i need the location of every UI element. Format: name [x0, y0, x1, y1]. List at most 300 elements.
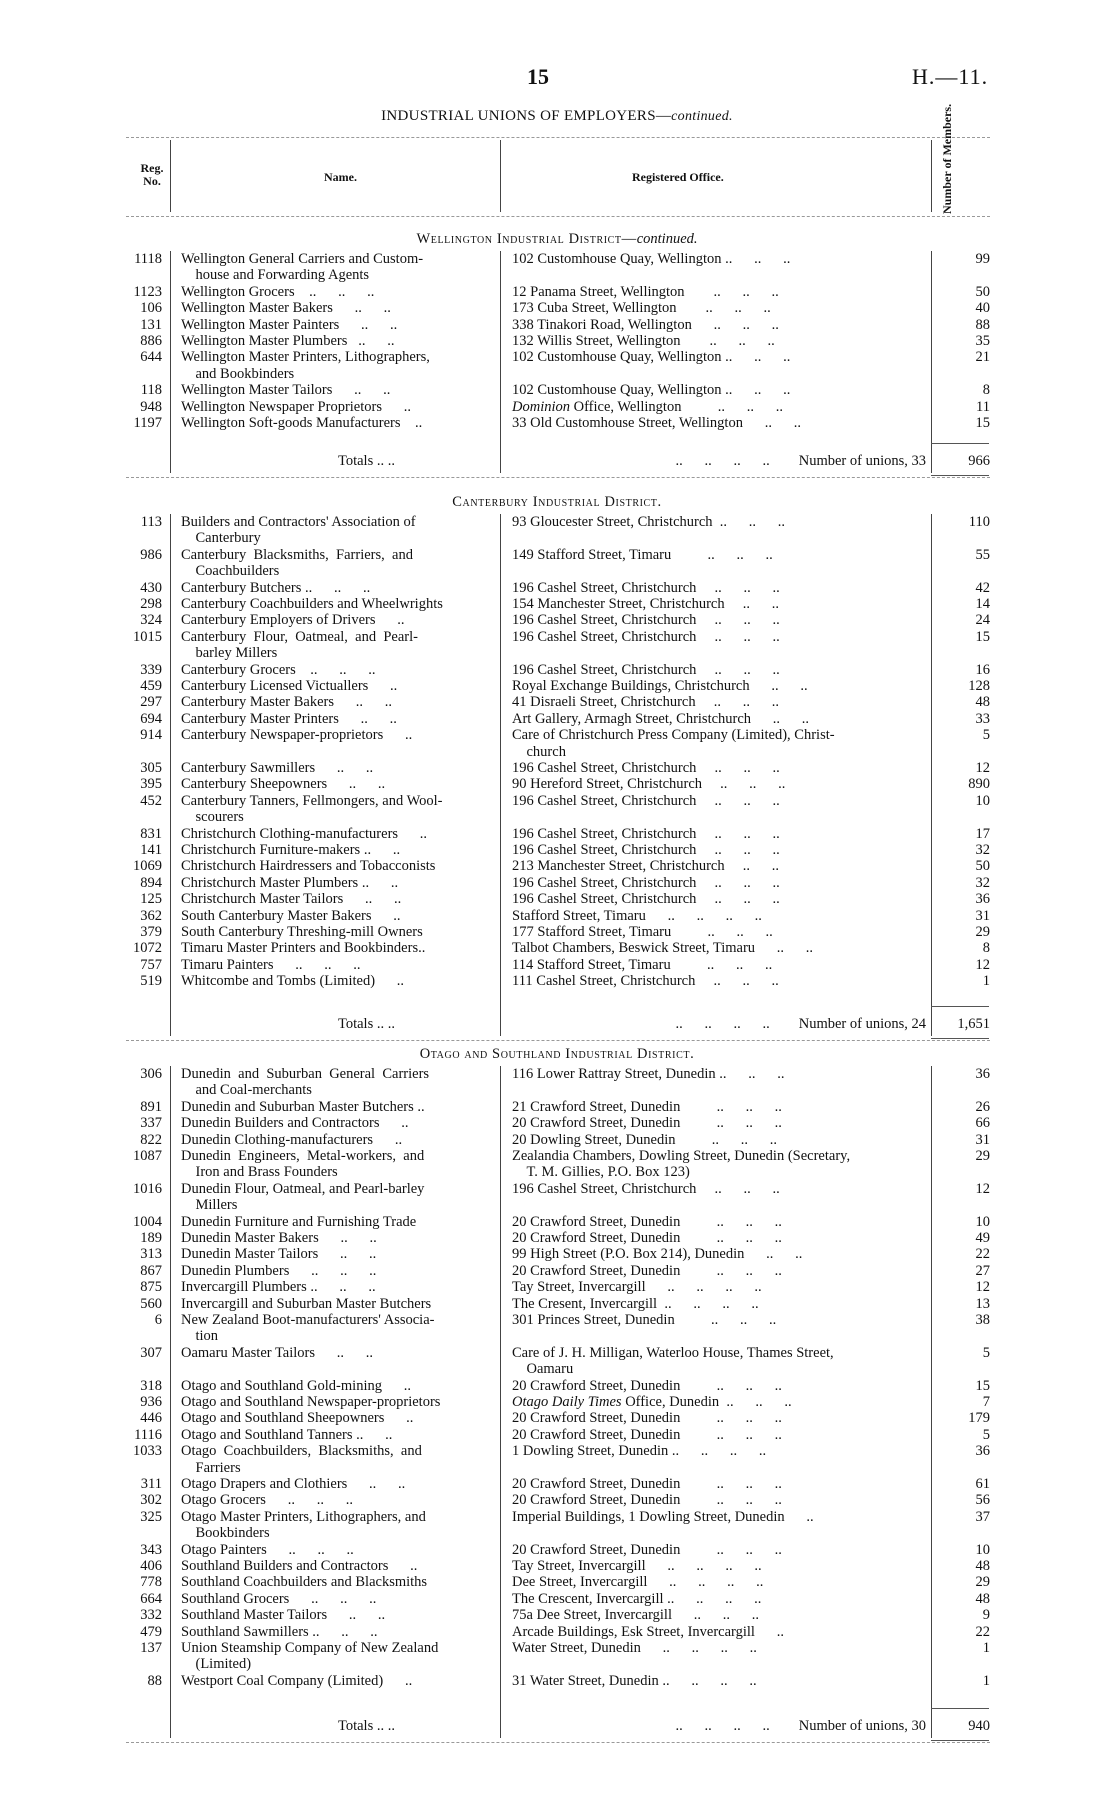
member-count: 10 — [975, 1541, 990, 1558]
registered-office: 111 Cashel Street, Christchurch .. .. .. — [512, 973, 779, 990]
registered-office: 196 Cashel Street, Christchurch .. .. .. — [512, 792, 780, 809]
reg-number: 406 — [140, 1558, 162, 1574]
totals-label: Totals .. .. — [338, 453, 395, 469]
member-count: 56 — [975, 1492, 990, 1509]
member-count: 88 — [975, 316, 990, 333]
reg-number: 318 — [140, 1377, 162, 1394]
table-row — [0, 858, 1114, 874]
registered-office: 90 Hereford Street, Christchurch .. .. .. — [512, 776, 786, 793]
reg-number: 948 — [140, 398, 162, 415]
member-count: 24 — [975, 612, 990, 629]
registered-office: 12 Panama Street, Wellington .. .. .. — [512, 283, 779, 300]
reg-number: 1016 — [133, 1180, 162, 1197]
reg-number: 1072 — [133, 940, 162, 957]
total-underline — [931, 1740, 989, 1741]
section-heading-text: Wellington Industrial District— — [416, 231, 637, 247]
table-row — [0, 284, 1114, 300]
reg-number: 343 — [140, 1541, 162, 1558]
reg-number: 125 — [140, 891, 162, 908]
registered-office: 20 Crawford Street, Dunedin .. .. .. — [512, 1541, 782, 1558]
reg-number: 189 — [140, 1230, 162, 1246]
registered-office: Otago Daily Times Office, Dunedin .. .. .. — [512, 1394, 792, 1410]
table-row — [0, 1263, 1114, 1279]
registered-office: 41 Disraeli Street, Christchurch .. .. .. — [512, 694, 779, 711]
column-divider — [500, 251, 501, 473]
union-name: Wellington Newspaper Proprietors .. — [181, 398, 411, 415]
member-count: 12 — [975, 1279, 990, 1296]
number-of-unions: .. .. .. .. Number of unions, 24 — [675, 1016, 926, 1032]
registered-office: 20 Crawford Street, Dunedin .. .. .. — [512, 1492, 782, 1509]
registered-office: 102 Customhouse Quay, Wellington .. .. .. — [512, 382, 791, 399]
table-row — [0, 1509, 1114, 1542]
union-name: Builders and Contractors' Association of Canterbury — [181, 514, 416, 547]
column-divider — [500, 514, 501, 1036]
total-underline — [931, 1038, 989, 1039]
page-title-text: INDUSTRIAL UNIONS OF EMPLOYERS— — [381, 108, 672, 124]
table-row — [0, 1673, 1114, 1689]
table-row — [0, 776, 1114, 792]
registered-office: 196 Cashel Street, Christchurch .. .. .. — [512, 760, 780, 776]
table-row — [0, 1574, 1114, 1590]
section-end-rule — [126, 477, 990, 478]
union-name: Canterbury Master Printers .. .. — [181, 710, 397, 727]
member-count: 38 — [975, 1312, 990, 1328]
column-divider — [170, 1066, 171, 1738]
union-name: Dunedin and Suburban General Carriers and Coal-merchants — [181, 1066, 430, 1099]
column-header-members: Number of Members. — [940, 103, 954, 214]
union-name: Christchurch Master Tailors .. .. — [181, 891, 402, 908]
member-count: 9 — [982, 1607, 990, 1624]
registered-office: 20 Crawford Street, Dunedin .. .. .. — [512, 1410, 782, 1427]
union-name: Dunedin Flour, Oatmeal, and Pearl-barley Millers — [181, 1180, 425, 1214]
union-name: Southland Master Tailors .. .. — [181, 1607, 386, 1624]
table-row — [0, 514, 1114, 547]
table-row — [0, 940, 1114, 956]
section-end-rule — [126, 1040, 990, 1041]
member-count: 66 — [975, 1115, 990, 1132]
section-heading — [0, 1046, 1114, 1063]
member-count: 5 — [982, 727, 990, 744]
table-row — [0, 1427, 1114, 1443]
reg-number: 430 — [140, 579, 162, 596]
member-count: 13 — [975, 1295, 990, 1312]
section-heading-suffix: continued. — [636, 231, 698, 247]
registered-office: 196 Cashel Street, Christchurch .. .. .. — [512, 612, 780, 629]
registered-office: 102 Customhouse Quay, Wellington .. .. .. — [512, 349, 791, 366]
member-count: 29 — [975, 1574, 990, 1591]
registered-office: 213 Manchester Street, Christchurch .. .. — [512, 858, 779, 875]
table-row — [0, 596, 1114, 612]
registered-office: Imperial Buildings, 1 Dowling Street, Dunedin .. — [512, 1508, 814, 1525]
member-count: 32 — [975, 874, 990, 891]
reg-number: 1069 — [133, 858, 162, 875]
reg-number: 298 — [140, 596, 162, 612]
union-name: Canterbury Newspaper-proprietors .. — [181, 727, 413, 744]
member-count: 22 — [975, 1623, 990, 1640]
registered-office: 338 Tinakori Road, Wellington .. .. .. — [512, 316, 779, 333]
table-row — [0, 694, 1114, 710]
member-count: 1 — [982, 973, 990, 990]
column-header-office: Registered Office. — [632, 170, 724, 184]
member-count: 49 — [975, 1230, 990, 1246]
page-number: 15 — [527, 64, 549, 89]
reg-number: 313 — [140, 1246, 162, 1263]
member-count: 21 — [975, 349, 990, 366]
union-name: Otago Master Printers, Lithographers, and Bookbinders — [181, 1508, 426, 1542]
member-count: 35 — [975, 333, 990, 349]
member-count: 42 — [975, 579, 990, 596]
reg-number: 1118 — [134, 251, 162, 267]
union-name: Southland Builders and Contractors .. — [181, 1558, 418, 1574]
member-count: 5 — [982, 1426, 990, 1443]
union-name: Invercargill and Suburban Master Butchers — [181, 1295, 432, 1312]
union-name: Dunedin Plumbers .. .. .. — [181, 1262, 377, 1279]
section-end-rule — [126, 1742, 990, 1743]
reg-number: 757 — [140, 956, 162, 973]
table-row — [0, 1345, 1114, 1378]
reg-number: 88 — [147, 1672, 162, 1689]
table-row — [0, 1492, 1114, 1508]
member-count: 40 — [975, 300, 990, 317]
registered-office: 177 Stafford Street, Timaru .. .. .. — [512, 924, 773, 940]
registered-office: Art Gallery, Armagh Street, Christchurch .. .. — [512, 710, 810, 727]
column-divider — [931, 251, 932, 473]
table-row — [0, 793, 1114, 826]
registered-office: 196 Cashel Street, Christchurch .. .. .. — [512, 825, 780, 842]
union-name: Canterbury Master Bakers .. .. — [181, 694, 393, 711]
table-row — [0, 1558, 1114, 1574]
member-count: 27 — [975, 1262, 990, 1279]
table-row — [0, 1115, 1114, 1131]
totals-label: Totals .. .. — [338, 1016, 395, 1032]
table-row — [0, 1542, 1114, 1558]
registered-office: Tay Street, Invercargill .. .. .. .. — [512, 1558, 762, 1574]
total-rule — [931, 1006, 989, 1007]
registered-office: Stafford Street, Timaru .. .. .. .. — [512, 907, 762, 924]
registered-office: Water Street, Dunedin .. .. .. .. — [512, 1640, 757, 1656]
union-name: Otago Coachbuilders, Blacksmiths, and Farriers — [181, 1443, 422, 1476]
union-name: Otago and Southland Tanners .. .. — [181, 1426, 393, 1443]
table-row — [0, 957, 1114, 973]
section-heading — [0, 231, 1114, 248]
table-row — [0, 973, 1114, 989]
table-row — [0, 891, 1114, 907]
union-name: Wellington Soft-goods Manufacturers .. — [181, 415, 423, 431]
union-name: Oamaru Master Tailors .. .. — [181, 1344, 374, 1361]
registered-office: 20 Crawford Street, Dunedin .. .. .. — [512, 1377, 782, 1394]
number-of-unions: .. .. .. .. Number of unions, 33 — [675, 453, 926, 469]
union-name: Canterbury Blacksmiths, Farriers, and Coachbuilders — [181, 546, 413, 580]
union-name: Dunedin Builders and Contractors .. — [181, 1115, 409, 1132]
table-row — [0, 875, 1114, 891]
union-name: Dunedin Engineers, Metal-workers, and Iron and Brass Founders — [181, 1148, 425, 1181]
member-count: 33 — [975, 710, 990, 727]
reg-number: 307 — [140, 1344, 162, 1361]
registered-office: 20 Crawford Street, Dunedin .. .. .. — [512, 1213, 782, 1230]
member-count: 36 — [975, 891, 990, 908]
union-name: Canterbury Sheepowners .. .. — [181, 776, 386, 793]
number-of-unions: .. .. .. .. Number of unions, 30 — [675, 1718, 926, 1734]
registered-office: 196 Cashel Street, Christchurch .. .. .. — [512, 661, 780, 678]
union-name: Timaru Master Printers and Bookbinders.. — [181, 940, 426, 957]
union-name: South Canterbury Threshing-mill Owners — [181, 924, 423, 940]
reg-number: 831 — [140, 825, 162, 842]
member-count: 32 — [975, 842, 990, 858]
member-count: 11 — [976, 398, 990, 415]
column-header-reg: Reg. No. — [140, 161, 164, 188]
registered-office: 196 Cashel Street, Christchurch .. .. .. — [512, 874, 780, 891]
union-name: Christchurch Hairdressers and Tobacconists — [181, 858, 436, 875]
reg-number: 297 — [140, 694, 162, 711]
reg-number: 1015 — [133, 628, 162, 645]
column-divider — [500, 1066, 501, 1738]
table-row — [0, 399, 1114, 415]
reg-number: 1197 — [133, 415, 162, 431]
member-count: 12 — [975, 956, 990, 973]
union-name: Canterbury Employers of Drivers .. — [181, 612, 405, 629]
registered-office: 132 Willis Street, Wellington .. .. .. — [512, 333, 775, 349]
union-name: Canterbury Coachbuilders and Wheelwrights — [181, 596, 443, 612]
table-row — [0, 662, 1114, 678]
total-underline — [931, 475, 989, 476]
table-row — [0, 908, 1114, 924]
registered-office: Care of Christchurch Press Company (Limited), Christ- church — [512, 727, 835, 760]
member-count: 1 — [982, 1672, 990, 1689]
table-row — [0, 300, 1114, 316]
member-count: 179 — [968, 1410, 990, 1427]
table-row — [0, 547, 1114, 580]
section-heading-text: Otago and Southland Industrial District. — [419, 1046, 695, 1062]
registered-office: 31 Water Street, Dunedin .. .. .. .. — [512, 1672, 757, 1689]
registered-office: 20 Crawford Street, Dunedin .. .. .. — [512, 1476, 782, 1492]
total-members: 1,651 — [957, 1016, 990, 1032]
registered-office: Dee Street, Invercargill .. .. .. .. — [512, 1574, 764, 1591]
registered-office: Dominion Office, Wellington .. .. .. — [512, 398, 783, 415]
total-rule — [931, 443, 989, 444]
table-row — [0, 349, 1114, 382]
union-name: Wellington Master Printers, Lithographers, and Bookbinders — [181, 349, 430, 382]
member-count: 7 — [982, 1394, 990, 1410]
table-row — [0, 415, 1114, 431]
registered-office: 20 Crawford Street, Dunedin .. .. .. — [512, 1115, 782, 1132]
reg-number: 936 — [140, 1394, 162, 1410]
union-name: Wellington Master Plumbers .. .. — [181, 333, 395, 349]
reg-number: 131 — [140, 316, 162, 333]
column-divider — [931, 514, 932, 1036]
member-count: 31 — [975, 907, 990, 924]
member-count: 12 — [975, 760, 990, 776]
union-name: Dunedin Master Tailors .. .. — [181, 1246, 377, 1263]
registered-office: 114 Stafford Street, Timaru .. .. .. — [512, 956, 773, 973]
union-name: Canterbury Butchers .. .. .. — [181, 579, 371, 596]
registered-office: 196 Cashel Street, Christchurch .. .. .. — [512, 1180, 780, 1197]
member-count: 12 — [975, 1180, 990, 1197]
member-count: 36 — [975, 1066, 990, 1082]
member-count: 37 — [975, 1508, 990, 1525]
union-name: Canterbury Flour, Oatmeal, and Pearl- barley Millers — [181, 628, 418, 662]
union-name: Otago Drapers and Clothiers .. .. — [181, 1476, 406, 1492]
union-name: Dunedin Clothing-manufacturers .. — [181, 1131, 403, 1148]
reg-number: 305 — [140, 760, 162, 776]
reg-number: 332 — [140, 1607, 162, 1624]
reg-number: 459 — [140, 678, 162, 694]
member-count: 8 — [982, 940, 990, 957]
union-name: Westport Coal Company (Limited) .. — [181, 1672, 413, 1689]
reg-number: 325 — [140, 1508, 162, 1525]
registered-office: 75a Dee Street, Invercargill .. .. .. — [512, 1607, 759, 1624]
column-header-name: Name. — [324, 170, 357, 184]
newspaper-name: Dominion — [512, 398, 570, 415]
registered-office: 301 Princes Street, Dunedin .. .. .. — [512, 1312, 777, 1328]
table-row — [0, 251, 1114, 284]
table-row — [0, 1066, 1114, 1099]
table-row — [0, 1443, 1114, 1476]
reg-number: 1004 — [133, 1213, 162, 1230]
union-name: Canterbury Tanners, Fellmongers, and Wool- scourers — [181, 792, 443, 826]
reg-number: 306 — [140, 1066, 162, 1082]
registered-office: 196 Cashel Street, Christchurch .. .. .. — [512, 628, 780, 645]
member-count: 36 — [975, 1443, 990, 1460]
union-name: Otago and Southland Sheepowners .. — [181, 1410, 414, 1427]
table-row — [0, 1394, 1114, 1410]
total-members: 940 — [968, 1718, 990, 1734]
member-count: 1 — [982, 1640, 990, 1656]
registered-office: Talbot Chambers, Beswick Street, Timaru .. .. — [512, 940, 814, 957]
union-name: Otago Grocers .. .. .. — [181, 1492, 353, 1509]
table-row — [0, 629, 1114, 662]
registered-office: The Crescent, Invercargill .. .. .. .. — [512, 1590, 762, 1607]
member-count: 10 — [975, 1213, 990, 1230]
reg-number: 141 — [140, 842, 162, 858]
registered-office: Tay Street, Invercargill .. .. .. .. — [512, 1279, 762, 1296]
union-name: Southland Grocers .. .. .. — [181, 1590, 377, 1607]
table-row — [0, 1312, 1114, 1345]
registered-office: 93 Gloucester Street, Christchurch .. .. .. — [512, 514, 786, 530]
registered-office: 1 Dowling Street, Dunedin .. .. .. .. — [512, 1443, 767, 1460]
table-row — [0, 1476, 1114, 1492]
table-row — [0, 924, 1114, 940]
union-name: Wellington Master Bakers .. .. — [181, 300, 391, 317]
registered-office: 102 Customhouse Quay, Wellington .. .. .. — [512, 251, 791, 267]
reg-number: 519 — [140, 973, 162, 990]
member-count: 22 — [975, 1246, 990, 1263]
member-count: 10 — [975, 792, 990, 809]
member-count: 50 — [975, 283, 990, 300]
table-row — [0, 382, 1114, 398]
table-row — [0, 1181, 1114, 1214]
registered-office: 173 Cuba Street, Wellington .. .. .. — [512, 300, 771, 317]
union-name: Invercargill Plumbers .. .. .. — [181, 1279, 376, 1296]
union-name: Wellington Master Tailors .. .. — [181, 382, 391, 399]
registered-office: 20 Crawford Street, Dunedin .. .. .. — [512, 1230, 782, 1246]
table-row — [0, 612, 1114, 628]
column-divider — [170, 514, 171, 1036]
registered-office: 20 Dowling Street, Dunedin .. .. .. — [512, 1131, 778, 1148]
table-row — [0, 842, 1114, 858]
member-count: 48 — [975, 1558, 990, 1574]
table-row — [0, 317, 1114, 333]
registered-office: 154 Manchester Street, Christchurch .. .. — [512, 596, 779, 612]
union-name: Wellington Master Painters .. .. — [181, 316, 398, 333]
reg-number: 1123 — [133, 283, 162, 300]
member-count: 15 — [975, 628, 990, 645]
reg-number: 479 — [140, 1623, 162, 1640]
member-count: 99 — [975, 251, 990, 267]
union-name: South Canterbury Master Bakers .. — [181, 907, 401, 924]
reg-number: 778 — [140, 1574, 162, 1591]
member-count: 26 — [975, 1098, 990, 1115]
union-name: Canterbury Licensed Victuallers .. — [181, 678, 398, 694]
union-name: Southland Sawmillers .. .. .. — [181, 1623, 378, 1640]
total-members: 966 — [968, 453, 990, 469]
member-count: 48 — [975, 1590, 990, 1607]
table-row — [0, 1296, 1114, 1312]
registered-office: Arcade Buildings, Esk Street, Invercargill .. — [512, 1623, 784, 1640]
reg-number: 986 — [140, 546, 162, 563]
member-count: 61 — [975, 1476, 990, 1492]
newspaper-name: Otago Daily Times — [512, 1394, 622, 1410]
union-name: Whitcombe and Tombs (Limited) .. — [181, 973, 405, 990]
member-count: 29 — [975, 924, 990, 940]
member-count: 16 — [975, 661, 990, 678]
registered-office: 21 Crawford Street, Dunedin .. .. .. — [512, 1098, 782, 1115]
union-name: Christchurch Master Plumbers .. .. — [181, 874, 399, 891]
registered-office: 196 Cashel Street, Christchurch .. .. .. — [512, 579, 780, 596]
reg-number: 137 — [140, 1640, 162, 1656]
table-row — [0, 1132, 1114, 1148]
table-row — [0, 711, 1114, 727]
document-reference: H.—11. — [912, 64, 989, 89]
reg-number: 875 — [140, 1279, 162, 1296]
member-count: 29 — [975, 1148, 990, 1164]
registered-office: 33 Old Customhouse Street, Wellington .. .. — [512, 415, 801, 431]
table-row — [0, 333, 1114, 349]
union-name: Otago Painters .. .. .. — [181, 1541, 354, 1558]
union-name: Wellington Grocers .. .. .. — [181, 283, 375, 300]
reg-number: 1087 — [133, 1148, 162, 1164]
reg-number: 339 — [140, 661, 162, 678]
union-name: Canterbury Sawmillers .. .. — [181, 760, 374, 776]
union-name: Dunedin and Suburban Master Butchers .. — [181, 1098, 425, 1115]
member-count: 31 — [975, 1131, 990, 1148]
section-heading — [0, 494, 1114, 511]
member-count: 14 — [975, 596, 990, 612]
page-title-suffix: continued. — [671, 109, 733, 124]
union-name: Wellington General Carriers and Custom- house and Forwarding Agents — [181, 251, 424, 284]
registered-office: 196 Cashel Street, Christchurch .. .. .. — [512, 842, 780, 858]
registered-office: 116 Lower Rattray Street, Dunedin .. .. .. — [512, 1066, 785, 1082]
table-row — [0, 760, 1114, 776]
table-row — [0, 1624, 1114, 1640]
column-divider — [931, 1066, 932, 1738]
member-count: 890 — [968, 776, 990, 793]
member-count: 50 — [975, 858, 990, 875]
reg-number: 6 — [154, 1312, 162, 1328]
reg-number: 337 — [140, 1115, 162, 1132]
member-count: 17 — [975, 825, 990, 842]
reg-number: 644 — [140, 349, 162, 366]
reg-number: 886 — [140, 333, 162, 349]
section-heading-text: Canterbury Industrial District. — [452, 494, 662, 510]
reg-number: 452 — [140, 792, 162, 809]
reg-number: 891 — [140, 1098, 162, 1115]
registered-office: The Cresent, Invercargill .. .. .. .. — [512, 1295, 759, 1312]
union-name: Christchurch Clothing-manufacturers .. — [181, 825, 428, 842]
table-row — [0, 1378, 1114, 1394]
table-row — [0, 1279, 1114, 1295]
totals-label: Totals .. .. — [338, 1718, 395, 1734]
table-row — [0, 1591, 1114, 1607]
